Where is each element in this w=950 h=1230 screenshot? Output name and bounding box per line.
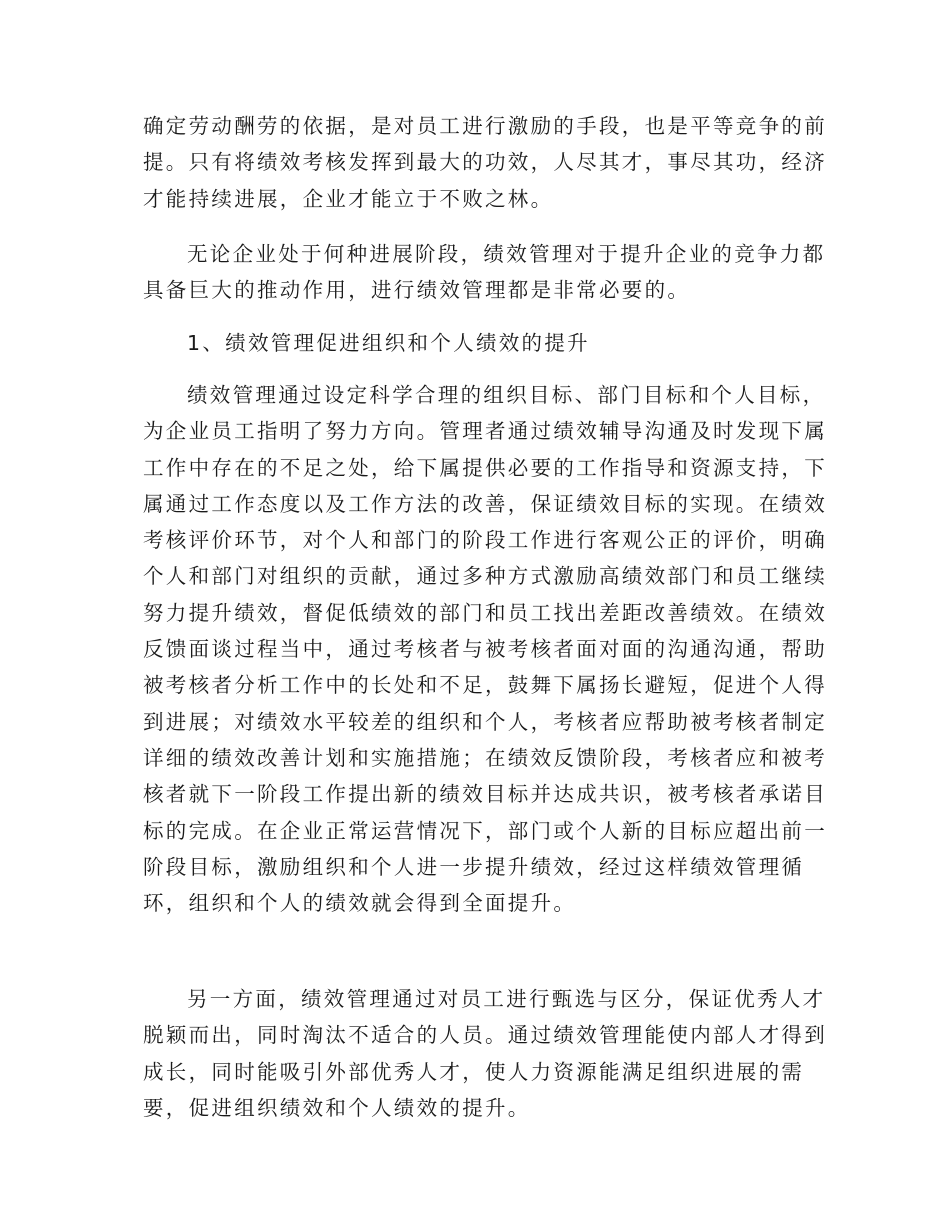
paragraph-3 [143,377,827,921]
text-line: 反馈面谈过程当中，通过考核者与被考核者面对面的沟通沟通，帮助 [143,637,827,662]
text-line: 才能持续进展，企业才能立于不败之林。 [143,186,554,211]
text-line: 详细的绩效改善计划和实施措施；在绩效反馈阶段，考核者应和被考 [143,745,827,770]
text-line: 到进展；对绩效水平较差的组织和个人，考核者应帮助被考核者制定 [143,709,827,734]
text-line: 考核评价环节，对个人和部门的阶段工作进行客观公正的评价，明确 [143,528,827,553]
text-line: 要，促进组织绩效和个人绩效的提升。 [143,1095,531,1120]
text-line: 阶段目标，激励组织和个人进一步提升绩效，经过这样绩效管理循 [143,854,805,879]
text-line: 确定劳动酬劳的依据，是对员工进行激励的手段，也是平等竞争的前 [143,114,827,138]
text-line: 努力提升绩效，督促低绩效的部门和员工找出差距改善绩效。在绩效 [143,600,827,625]
text-line: 被考核者分析工作中的长处和不足，鼓舞下属扬长避短，促进个人得 [143,673,827,698]
section-heading [143,325,590,361]
paragraph-4 [143,981,827,1126]
text-line: 核者就下一阶段工作提出新的绩效目标并达成共识，被考核者承诺目 [143,782,827,807]
paragraph-1 [143,108,827,217]
text-line: 无论企业处于何种进展阶段，绩效管理对于提升企业的竞争力都 [187,242,826,266]
text-line: 标的完成。在企业正常运营情况下，部门或个人新的目标应超出前一 [143,818,827,843]
text-line: 为企业员工指明了努力方向。管理者通过绩效辅导沟通及时发现下属 [143,419,827,444]
text-line: 属通过工作态度以及工作方法的改善，保证绩效目标的实现。在绩效 [143,491,827,516]
text-line: 个人和部门对组织的贡献，通过多种方式激励高绩效部门和员工继续 [143,564,827,589]
text-line: 环，组织和个人的绩效就会得到全面提升。 [143,891,577,916]
text-line: 成长，同时能吸引外部优秀人才，使人力资源能满足组织进展的需 [143,1059,805,1084]
text-line: 脱颖而出，同时淘汰不适合的人员。通过绩效管理能使内部人才得到 [143,1023,827,1048]
text-line: 工作中存在的不足之处，给下属提供必要的工作指导和资源支持，下 [143,455,827,480]
text-line: 提。只有将绩效考核发挥到最大的功效，人尽其才，事尽其功，经济 [143,150,827,175]
paragraph-2 [143,236,825,309]
text-line: 具备巨大的推动作用，进行绩效管理都是非常必要的。 [143,278,691,303]
heading-text: 1、绩效管理促进组织和个人绩效的提升 [187,331,590,355]
text-line: 另一方面，绩效管理通过对员工进行甄选与区分，保证优秀人才 [187,987,826,1011]
text-line: 绩效管理通过设定科学合理的组织目标、部门目标和个人目标， [187,383,826,407]
